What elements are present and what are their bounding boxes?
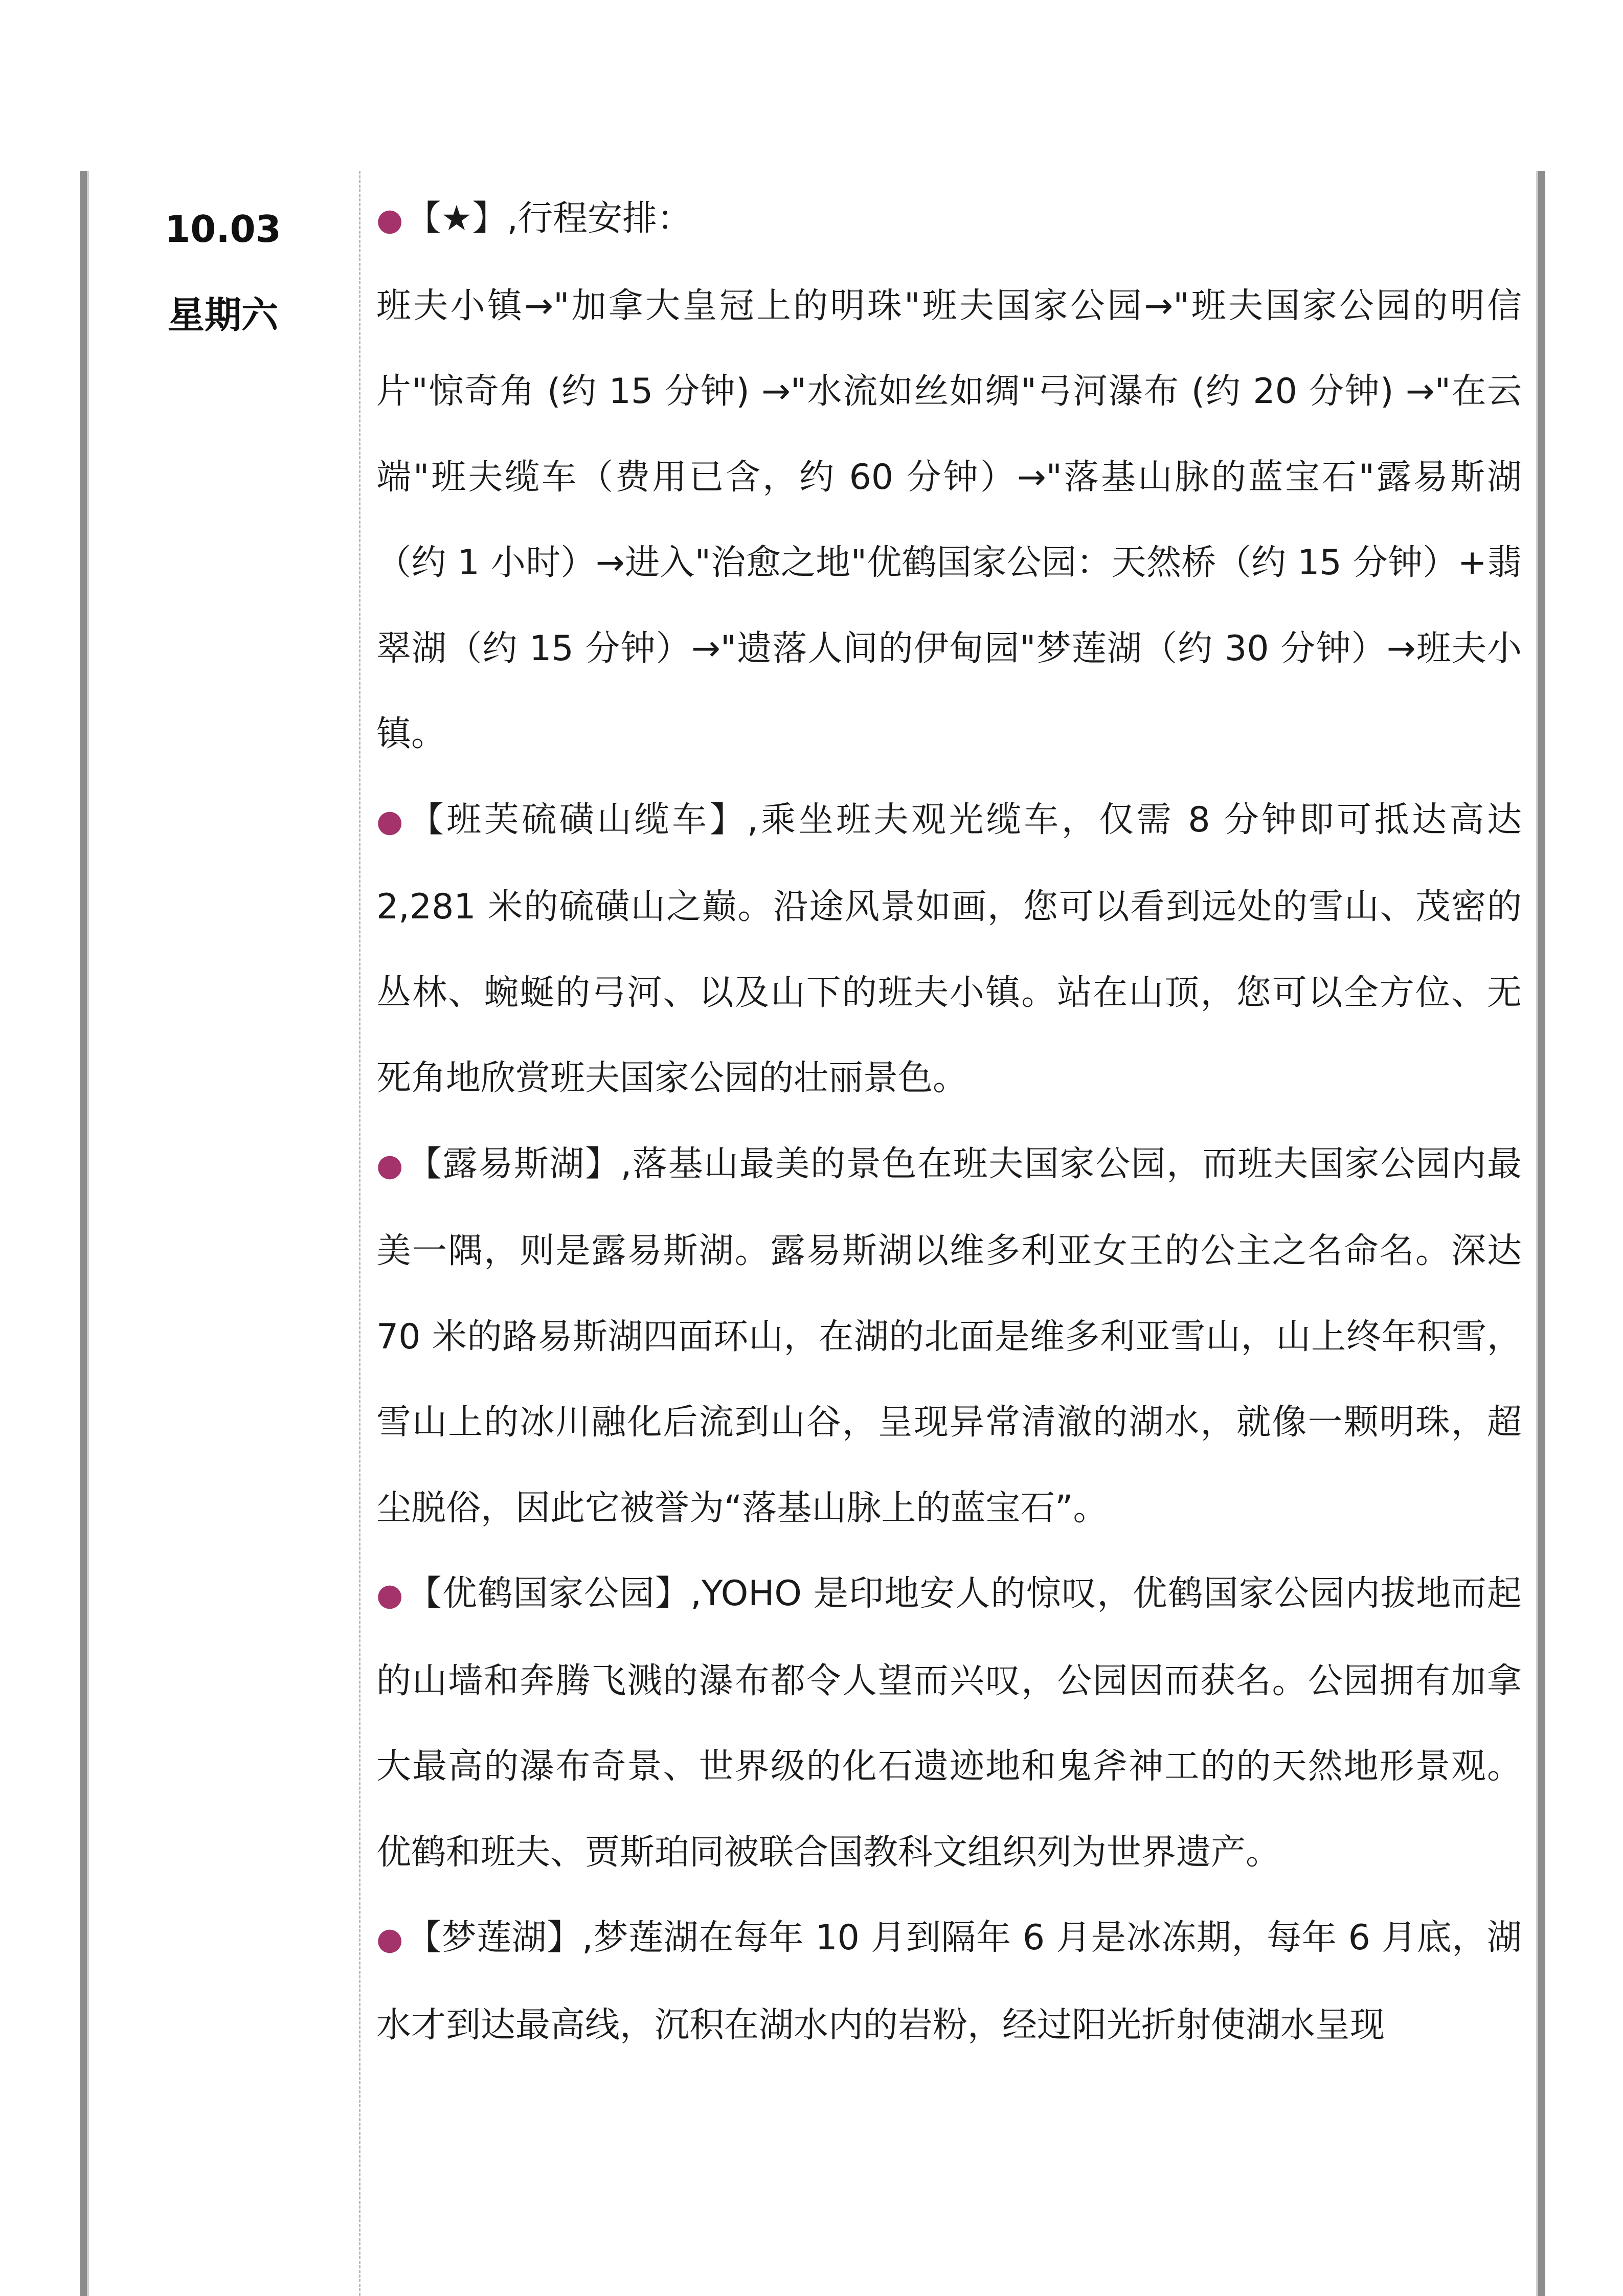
date-label: 10.03 (165, 208, 281, 251)
section-text: ,行程安排： (507, 198, 692, 239)
section-text: ,乘坐班夫观光缆车，仅需 8 分钟即可抵达高达 2,281 米的硫磺山之巅。沿途风景如画，您可以看到远处的雪山、茂密的丛林、蜿蜒的弓河、以及山下的班夫小镇。站在山顶，您可以全方位、无死角地欣赏班夫国家公园的壮丽景色。 (376, 799, 1522, 1098)
bullet-icon: ● (376, 803, 406, 839)
section-yoho (376, 1551, 1522, 1895)
date-cell (95, 186, 351, 358)
section-title: 【★】 (406, 198, 507, 239)
section-title: 【梦莲湖】 (406, 1918, 582, 1958)
section-text: ,梦莲湖在每年 10 月到隔年 6 月是冰冻期，每年 6 月底，湖水才到达最高线，沉积在湖水内的岩粉，经过阳光折射使湖水呈现 (376, 1918, 1522, 2045)
bullet-icon: ● (376, 202, 403, 238)
section-schedule (376, 176, 1522, 263)
section-route (376, 263, 1522, 777)
section-text: ,YOHO 是印地安人的惊叹，优鹤国家公园内拔地而起的山墙和奔腾飞溅的瀑布都令人望而兴叹，公园因而获名。公园拥有加拿大最高的瀑布奇景、世界级的化石遗迹地和鬼斧神工的的天然地形景观。优鹤和班夫、贾斯珀同被联合国教科文组织列为世界遗产。 (376, 1573, 1522, 1873)
itinerary-content (376, 176, 1522, 2068)
bullet-icon: ● (376, 1147, 404, 1183)
section-sulphur-gondola (376, 777, 1522, 1121)
section-title: 【班芙硫磺山缆车】 (409, 799, 748, 840)
table-border-right (1536, 171, 1545, 2296)
column-divider (359, 171, 360, 2296)
section-text: 班夫小镇→"加拿大皇冠上的明珠"班夫国家公园→"班夫国家公园的明信片"惊奇角 (约 15 分钟) →"水流如丝如绸"弓河瀑布 (约 20 分钟) →"在云端"班夫缆车（费用已含，约 60 分钟）→"落基山脉的蓝宝石"露易斯湖（约 1 小时）→进入"治愈之地"优鹤国家公园：天然桥（约 15 分钟）+翡翠湖（约 15 分钟）→"遗落人间的伊甸园"梦莲湖（约 30 分钟）→班夫小镇。 (376, 285, 1522, 754)
itinerary-table (80, 171, 1545, 2296)
weekday-label: 星期六 (167, 294, 278, 336)
table-border-left (80, 171, 89, 2296)
section-title: 【露易斯湖】 (407, 1143, 621, 1184)
section-lake-louise (376, 1121, 1522, 1551)
section-moraine-lake (376, 1895, 1522, 2068)
section-title: 【优鹤国家公园】 (407, 1573, 691, 1614)
section-text: ,落基山最美的景色在班夫国家公园，而班夫国家公园内最美一隅，则是露易斯湖。露易斯湖以维多利亚女王的公主之名命名。深达 70 米的路易斯湖四面环山，在湖的北面是维多利亚雪山，山上终年积雪，雪山上的冰川融化后流到山谷，呈现异常清澈的湖水，就像一颗明珠，超尘脱俗，因此它被誉为“落基山脉上的蓝宝石”。 (376, 1143, 1522, 1528)
bullet-icon: ● (376, 1577, 404, 1613)
bullet-icon: ● (376, 1921, 403, 1957)
